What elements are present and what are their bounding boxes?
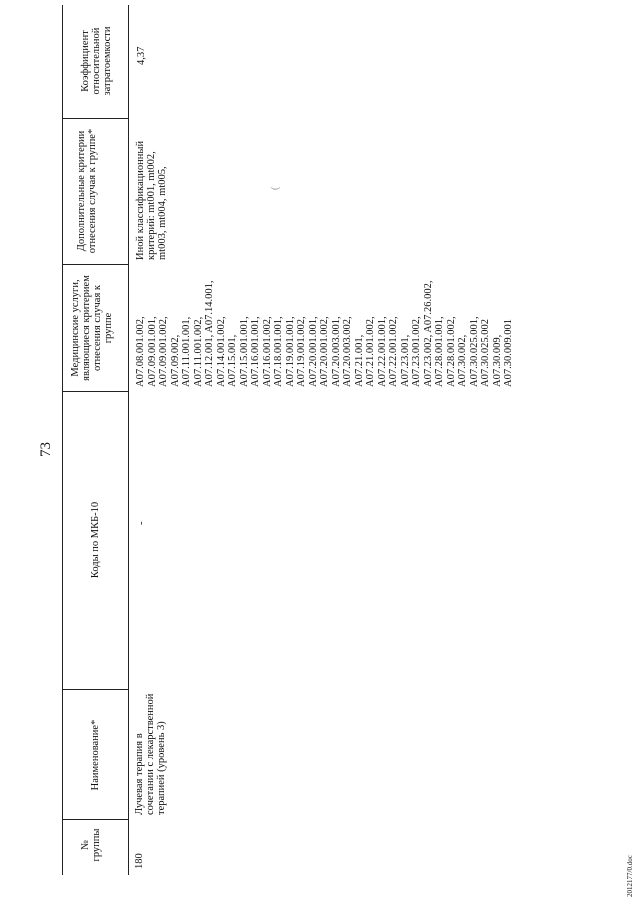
service-code-item: A07.16.001.002, [261, 316, 273, 387]
service-code-item: A07.30.002, [457, 334, 468, 387]
service-code-item: A07.22.001.002, [388, 316, 399, 387]
service-code-item: A07.30.025.002 [480, 319, 491, 387]
service-code-item: A07.30.009.001 [503, 319, 514, 387]
service-code-item: A07.09.002, [169, 334, 181, 387]
service-code-item: A07.14.001.002, [215, 316, 227, 387]
service-code-item: A07.11.001.001, [181, 316, 192, 387]
header-icd-codes: Коды по МКБ-10 [90, 501, 101, 579]
header-group-number: № группы [80, 828, 102, 862]
service-code-item: A07.21.001, [353, 334, 365, 387]
group-number-cell: 180 [134, 853, 145, 869]
service-code-item: A07.28.001.002, [445, 316, 457, 387]
services-list [135, 281, 515, 387]
column-divider-3 [62, 391, 129, 392]
service-code-item: A07.20.001.002, [319, 316, 330, 387]
service-code-item: A07.09.001.002, [158, 316, 169, 387]
service-code-item: A07.12.001, A07.14.001, [204, 280, 215, 387]
service-code-item: A07.09.001.001, [146, 316, 158, 387]
service-code-item: A07.20.003.002, [342, 316, 353, 387]
service-code-item: A07.28.001.001, [434, 316, 445, 387]
service-code-item: A07.20.001.001, [307, 316, 319, 387]
service-code-item: A07.30.009, [491, 334, 503, 387]
column-divider-2 [62, 689, 129, 690]
service-code-item: A07.16.001.001, [250, 316, 261, 387]
column-divider-4 [62, 264, 129, 265]
service-code-item: A07.23.001, [399, 334, 411, 387]
service-code-item: A07.23.001.002, [411, 316, 422, 387]
scan-mark: ( [270, 186, 281, 190]
document-id: 2012177/0.doc [626, 855, 634, 897]
group-name-cell: Лучевая терапия в сочетании с лекарственной терапией (уровень 3) [134, 693, 167, 815]
service-code-item: A07.20.003.001, [330, 316, 342, 387]
service-code-item: A07.19.001.001, [284, 316, 296, 387]
header-services: Медицинские услуги, являющиеся критерием отнесения случая к группе [70, 275, 114, 381]
column-divider-1 [62, 819, 129, 820]
header-additional: Дополнительные критерии отнесения случая к группе* [76, 128, 98, 254]
page-number: 73 [38, 442, 54, 457]
column-divider-5 [62, 118, 129, 119]
service-code-item: A07.21.001.002, [365, 316, 376, 387]
service-code-item: A07.30.025.001, [468, 316, 480, 387]
service-code-item: A07.15.001.001, [238, 316, 250, 387]
coefficient-cell: 4,37 [136, 46, 147, 65]
service-code-item: A07.18.001.001, [273, 316, 284, 387]
service-code-item: A07.22.001.001, [376, 316, 388, 387]
service-code-item: A07.19.001.002, [296, 316, 307, 387]
service-code-item: A07.23.002, A07.26.002, [422, 280, 434, 387]
service-code-item: A07.08.001.002, [135, 316, 146, 387]
table-top-border [62, 5, 63, 875]
service-code-item: A07.15.001, [227, 334, 238, 387]
icd-codes-cell: - [136, 521, 147, 525]
additional-criteria-cell: Иной классификационный критерий: mt001, mt002, mt003, mt004, mt005, [135, 140, 168, 260]
header-bottom-border [128, 5, 129, 875]
service-code-item: A07.11.001.002, [192, 316, 204, 387]
header-coefficient: Коэффициент относительной затратоемкости [80, 26, 113, 96]
header-name: Наименование* [90, 719, 101, 791]
